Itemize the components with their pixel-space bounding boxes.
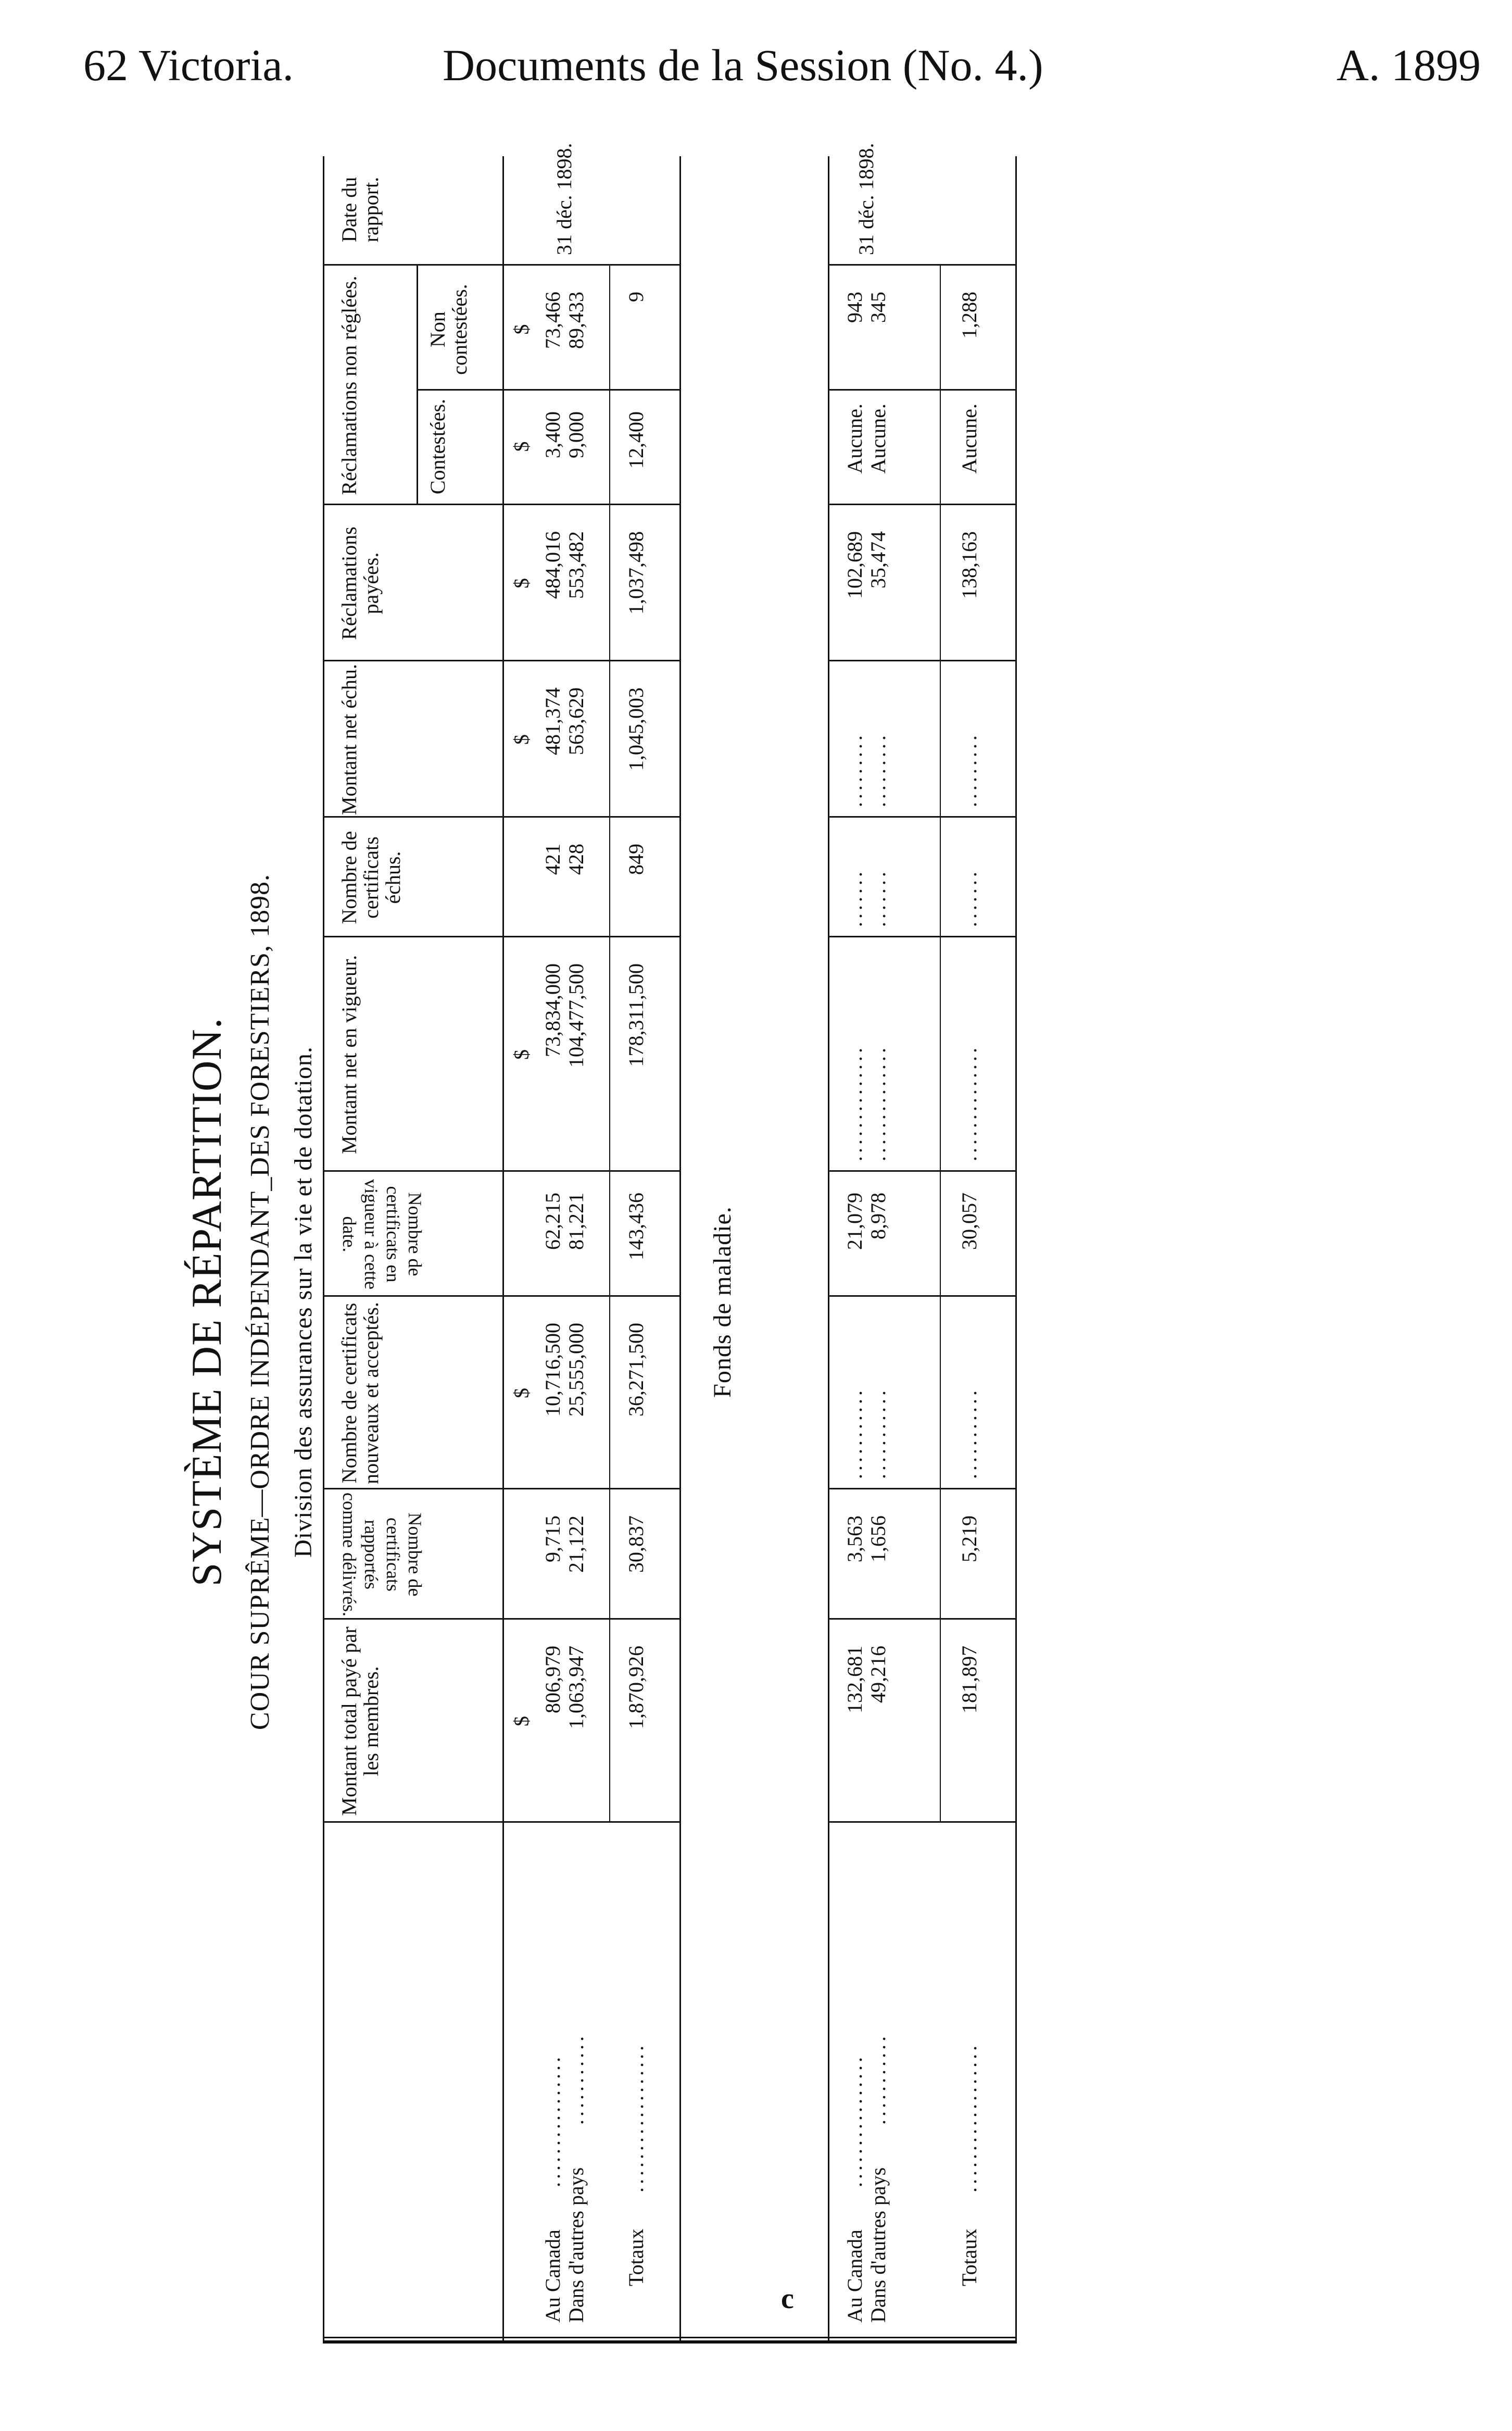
cell-montant-echu: 481,374 xyxy=(541,687,564,755)
cell-certificats-en-vigueur: 21,079 xyxy=(843,1193,866,1250)
dollar-sign: $ xyxy=(510,734,533,745)
dot-leader: ........... xyxy=(866,2033,890,2125)
col-header-certificats-nouveaux: Nombre de certificats nouveaux et acceptés. xyxy=(337,1302,383,1484)
dollar-sign: $ xyxy=(510,324,533,335)
row-label-au-canada: Au Canada xyxy=(541,2229,564,2323)
col-header-certificats-en-vigueur: Nombre de certificats en vigueur à cette date. xyxy=(339,1179,425,1289)
col-header-reclamations-non-reglees: Réclamations non réglées. xyxy=(337,275,361,495)
dot-leader: ....... xyxy=(957,869,981,927)
cell-certificats-rapportes: 9,715 xyxy=(541,1515,564,1562)
col-sep xyxy=(828,936,1015,937)
cell-montant-total: 49,216 xyxy=(866,1646,890,1703)
cell-non-contestees: 73,466 xyxy=(541,292,564,349)
dollar-sign: $ xyxy=(510,1716,533,1726)
total-non-contestees: 1,288 xyxy=(957,292,981,339)
life-section-bottom xyxy=(679,156,681,2344)
cell-contestees: 9,000 xyxy=(564,411,588,458)
total-montant-total: 181,897 xyxy=(957,1646,981,1713)
dot-leader: ........... xyxy=(957,1387,981,1479)
reclamations-group-rule xyxy=(417,266,418,505)
total-reclamations-payees: 1,037,498 xyxy=(624,531,648,615)
row-label-totaux: Totaux xyxy=(957,2228,981,2286)
cell-certificats-en-vigueur: 8,978 xyxy=(866,1193,890,1239)
cell-montant-total: 806,979 xyxy=(541,1646,564,1713)
cell-reclamations-payees: 35,474 xyxy=(866,531,890,588)
cell-contestees: Aucune. xyxy=(843,404,866,474)
cell-certificats-nouveaux: 25,555,000 xyxy=(564,1323,588,1417)
section-sickness-title: Fonds de maladie. xyxy=(709,1206,736,1398)
sick-section-top xyxy=(828,156,829,2344)
cell-certificats-rapportes: 3,563 xyxy=(843,1515,866,1562)
header-volume: A. 1899 xyxy=(1336,40,1481,90)
dot-leader: ......... xyxy=(957,732,981,807)
totals-rule xyxy=(940,266,941,1823)
dot-leader: .............. xyxy=(843,1045,866,1161)
cell-montant-en-vigueur: 104,477,500 xyxy=(564,963,588,1068)
cell-reclamations-payees: 553,482 xyxy=(564,531,588,599)
dollar-sign: $ xyxy=(510,1049,533,1060)
cell-reclamations-payees: 102,689 xyxy=(843,531,866,599)
cell-contestees: 3,400 xyxy=(541,411,564,458)
cell-non-contestees: 89,433 xyxy=(564,292,588,349)
dot-leader: ....... xyxy=(866,869,890,927)
row-label-totaux: Totaux xyxy=(624,2228,648,2286)
cell-certificats-en-vigueur: 62,215 xyxy=(541,1193,564,1250)
cell-montant-total: 132,681 xyxy=(843,1646,866,1713)
rotated-table-body xyxy=(182,143,1015,2344)
cell-date-rapport: 31 déc. 1898. xyxy=(552,143,576,255)
dot-leader: .............. xyxy=(957,1045,981,1161)
cell-certificats-rapportes: 21,122 xyxy=(564,1515,588,1573)
cell-certificats-echus: 421 xyxy=(541,844,564,875)
col-header-certificats-echus: Nombre de certificats échus. xyxy=(337,831,405,924)
dot-leader: ........... xyxy=(564,2033,588,2125)
header-document-title: Documents de la Session (No. 4.) xyxy=(443,40,1043,90)
dollar-sign: $ xyxy=(510,1388,533,1398)
dot-leader: ........... xyxy=(866,1387,890,1479)
total-montant-total: 1,870,926 xyxy=(624,1646,648,1729)
col-header-montant-en-vigueur: Montant net en vigueur. xyxy=(337,955,361,1155)
page-signature-mark: c xyxy=(781,2283,794,2315)
cell-non-contestees: 345 xyxy=(866,292,890,323)
total-certificats-rapportes: 5,219 xyxy=(957,1515,981,1562)
cell-date-rapport: 31 déc. 1898. xyxy=(854,143,878,255)
total-certificats-en-vigueur: 30,057 xyxy=(957,1193,981,1250)
col-header-reclamations-payees: Réclamations payées. xyxy=(337,527,383,640)
col-sep xyxy=(828,1170,1015,1172)
total-contestees: Aucune. xyxy=(957,404,981,474)
table-left-border-inner xyxy=(323,2337,1015,2338)
dot-leader: .............. xyxy=(866,1045,890,1161)
total-certificats-nouveaux: 36,271,500 xyxy=(624,1323,648,1417)
col-header-certificats-rapportes: Nombre de certificats rapportés comme délivrés. xyxy=(339,1493,425,1617)
total-reclamations-payees: 138,163 xyxy=(957,531,981,599)
cell-certificats-nouveaux: 10,716,500 xyxy=(541,1323,564,1417)
totals-rule xyxy=(609,266,610,1823)
header-bottom-rule xyxy=(502,156,504,2344)
dot-leader: .................. xyxy=(957,2042,981,2192)
col-sep xyxy=(828,816,1015,818)
cell-non-contestees: 943 xyxy=(843,292,866,323)
cell-reclamations-payees: 484,016 xyxy=(541,531,564,599)
cell-certificats-rapportes: 1,656 xyxy=(866,1515,890,1562)
total-contestees: 12,400 xyxy=(624,411,648,469)
col-header-non-contestees: Non contestées. xyxy=(426,284,471,375)
table-subtitle: COUR SUPRÊME—ORDRE INDÉPENDANT_DES FORESTIERS, 1898. xyxy=(245,874,275,1730)
section-life-title: Division des assurances sur la vie et de dotation. xyxy=(289,1046,317,1558)
total-certificats-rapportes: 30,837 xyxy=(624,1515,648,1573)
total-montant-en-vigueur: 178,311,500 xyxy=(624,963,648,1067)
dollar-sign: $ xyxy=(510,578,533,588)
col-sep xyxy=(323,264,679,266)
row-label-autres-pays: Dans d'autres pays xyxy=(866,2167,890,2323)
table-left-border xyxy=(323,2340,1015,2344)
total-non-contestees: 9 xyxy=(624,292,648,302)
page-title: SYSTÈME DE RÉPARTITION. xyxy=(183,1017,230,1587)
cell-montant-en-vigueur: 73,834,000 xyxy=(541,963,564,1057)
dot-leader: ........... xyxy=(843,1387,866,1479)
col-sep xyxy=(828,264,1015,266)
col-sep xyxy=(828,1488,1015,1489)
col-header-montant-echu: Montant net échu. xyxy=(337,664,361,815)
cell-montant-echu: 563,629 xyxy=(564,687,588,755)
total-certificats-en-vigueur: 143,436 xyxy=(624,1193,648,1260)
dot-leader: ......... xyxy=(866,732,890,807)
col-header-montant-total: Montant total payé par les membres. xyxy=(337,1626,383,1816)
col-header-date-rapport: Date du rapport. xyxy=(337,177,383,243)
dollar-sign: $ xyxy=(510,441,533,452)
row-label-au-canada: Au Canada xyxy=(843,2229,866,2323)
cell-contestees: Aucune. xyxy=(866,404,890,474)
table-bottom-border xyxy=(1015,156,1017,2344)
header-session-year: 62 Victoria. xyxy=(83,40,294,90)
cell-montant-total: 1,063,947 xyxy=(564,1646,588,1729)
dot-leader: ....... xyxy=(843,869,866,927)
dot-leader: ................ xyxy=(843,2054,866,2187)
table-top-border xyxy=(323,156,324,2344)
cell-certificats-echus: 428 xyxy=(564,844,588,875)
col-header-contestees: Contestées. xyxy=(426,398,449,495)
total-certificats-echus: 849 xyxy=(624,844,648,875)
dot-leader: .................. xyxy=(624,2042,648,2192)
dot-leader: ......... xyxy=(843,732,866,807)
cell-certificats-en-vigueur: 81,221 xyxy=(564,1193,588,1250)
row-label-autres-pays: Dans d'autres pays xyxy=(564,2167,588,2323)
dot-leader: ................ xyxy=(541,2054,564,2187)
total-montant-echu: 1,045,003 xyxy=(624,687,648,771)
